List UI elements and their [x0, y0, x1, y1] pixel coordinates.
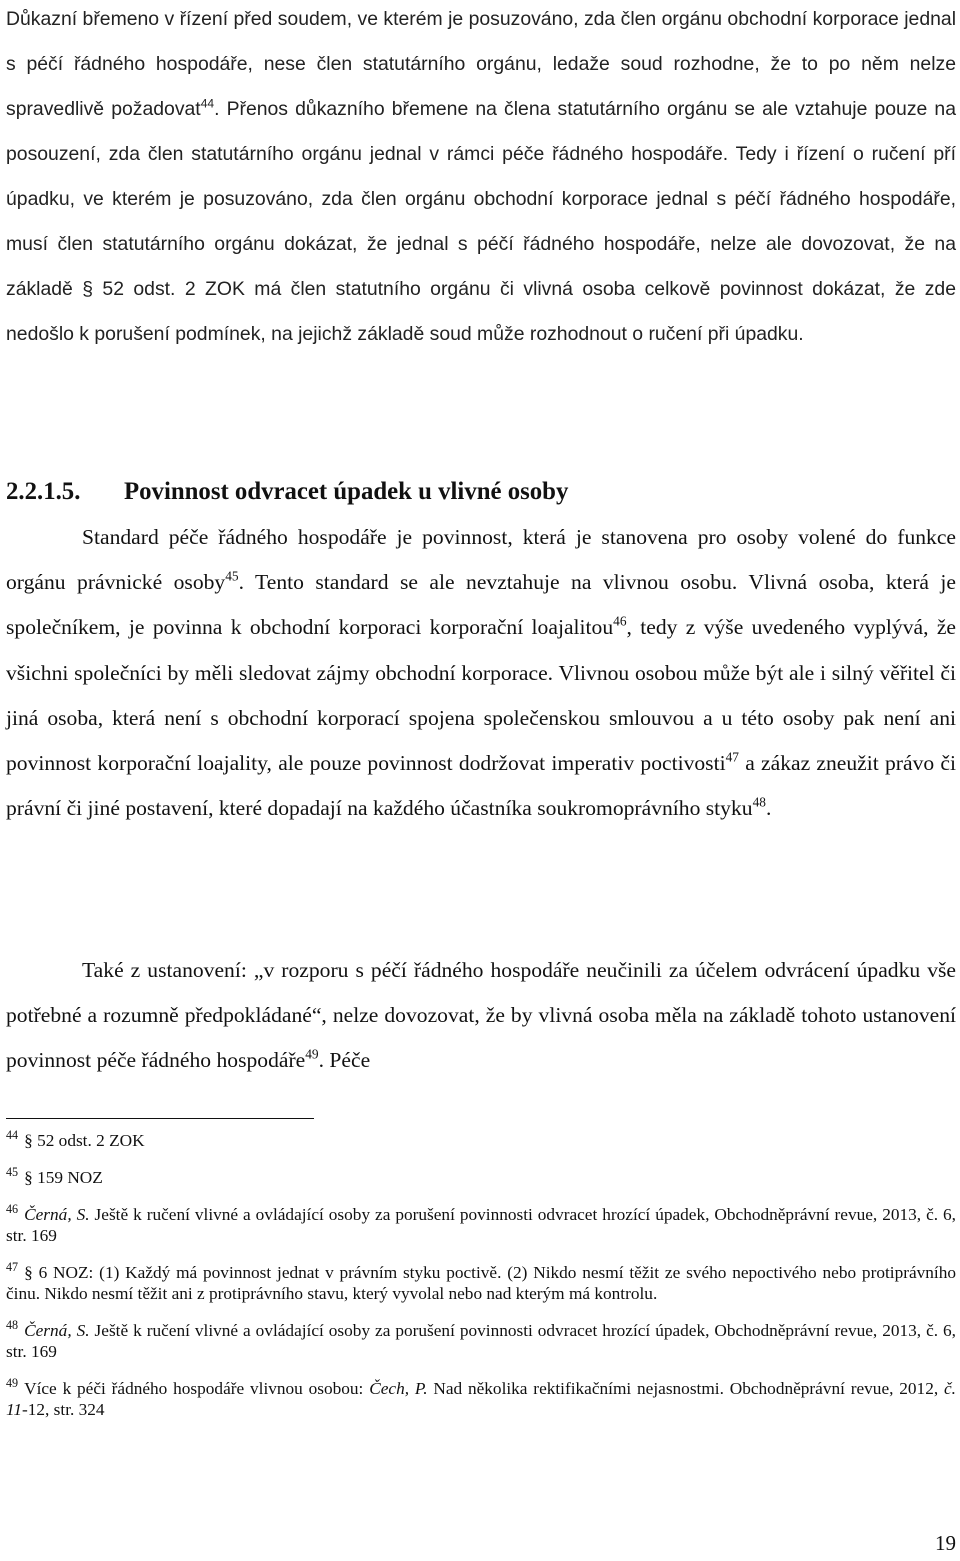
paragraph-standard-of-care: Standard péče řádného hospodáře je povinnost, která je stanovena pro osoby volené do funkce orgánu právnické osoby$^{45}$. Tento standard se ale nevztahuje na vlivnou osobu. Vlivná osoba, která je společníkem, je povinna k obchodní korporaci korporační loajalitou$^{46}$, tedy z výše uvedeného vyplývá, že všichni společníci by měli sledovat zájmy obchodní korporace. Vlivnou osobou může být ale i silný věřitel či jiná osoba, která není s obchodní korporací spojena společenskou smlouvou a u této osoby pak není ani povinnost korporační loajality, ale pouze povinnost dodržovat imperativ poctivosti$^{47}$ a zákaz zneužit právo či právní či jiné postavení, které dopadají na každého účastníka soukromoprávního styku$^{48}$.: [6, 525, 957, 821]
footnote-ref-47[interactable]: 47: [725, 749, 739, 765]
footnote-separator: [6, 1118, 314, 1119]
paragraph-burden-of-proof: Důkazní břemeno v řízení před soudem, ve kterém je posuzováno, zda člen orgánu obchodní korporace jednal s péčí řádného hospodáře, nese člen statutárního orgánu, ledaže soud rozhodne, že to po něm nelze spravedlivě požadovat$^{44}$. Přenos důkazního břemene na člena statutárního orgánu se ale vztahuje pouze na posouzení, zda člen statutárního orgánu jednal v rámci péče řádného hospodáře. Tedy i řízení o ručení pří úpadku, ve kterém je posuzováno, zda člen orgánu obchodní korporace jednal s péčí řádného hospodáře, musí člen statutárního orgánu dokázat, že jednal s péčí řádného hospodáře, nelze ale dovozovat, že na základě § 52 odst. 2 ZOK má člen statutního orgánu či vlivná osoba celkově povinnost dokázat, že zde nedošlo k porušení podmínek, na jejichž základě soud může rozhodnout o ručení při úpadku.: [6, 8, 956, 345]
footnote-ref-49[interactable]: 49: [305, 1046, 319, 1062]
footnotes: [6, 1130, 956, 1436]
footnote-ref-46[interactable]: 46: [613, 614, 627, 630]
footnote-ref-44[interactable]: 44: [200, 96, 215, 111]
footnote-45: $^{45}$ § 159 NOZ: [6, 1165, 103, 1187]
footnote-44: $^{44}$ § 52 odst. 2 ZOK: [6, 1128, 145, 1150]
footnote-ref-45[interactable]: 45: [225, 568, 239, 584]
footnote-46: $^{46}$ Černá, S. Ještě k ručení vlivné a ovládající osoby za porušení povinnosti odvracet hrozící úpadek, Obchodněprávní revue, 2013, č. 6, str. 169: [6, 1202, 956, 1245]
page-number: 19: [935, 1531, 956, 1555]
section-title: Povinnost odvracet úpadek u vlivné osoby: [124, 478, 569, 505]
footnote-49: $^{49}$ Více k péči řádného hospodáře vlivnou osobou: Čech, P. Nad několika rektifikačními nejasnostmi. Obchodněprávní revue, 2012, č. 11-12, str. 324: [6, 1376, 956, 1419]
footnote-ref-48[interactable]: 48: [752, 794, 766, 810]
section-heading: [6, 470, 568, 514]
section-number: 2.2.1.5.: [6, 478, 81, 505]
paragraph-provision: Také z ustanovení: „v rozporu s péčí řádného hospodáře neučinili za účelem odvrácení úpadku vše potřebné a rozumně předpokládané“, nelze dovozovat, že by vlivná osoba měla na základě tohoto ustanovení povinnost péče řádného hospodáře$^{49}$. Péče: [6, 958, 956, 1072]
footnote-47: $^{47}$ § 6 NOZ: (1) Každý má povinnost jednat v právním styku poctivě. (2) Nikdo nesmí těžit ze svého nepoctivého nebo protiprávního činu. Nikdo nesmí těžit ani z protiprávního stavu, který vyvolal nebo nad kterým má kontrolu.: [6, 1260, 956, 1303]
footnote-48: $^{48}$ Černá, S. Ještě k ručení vlivné a ovládající osoby za porušení povinnosti odvracet hrozící úpadek, Obchodněprávní revue, 2013, č. 6, str. 169: [6, 1318, 956, 1361]
